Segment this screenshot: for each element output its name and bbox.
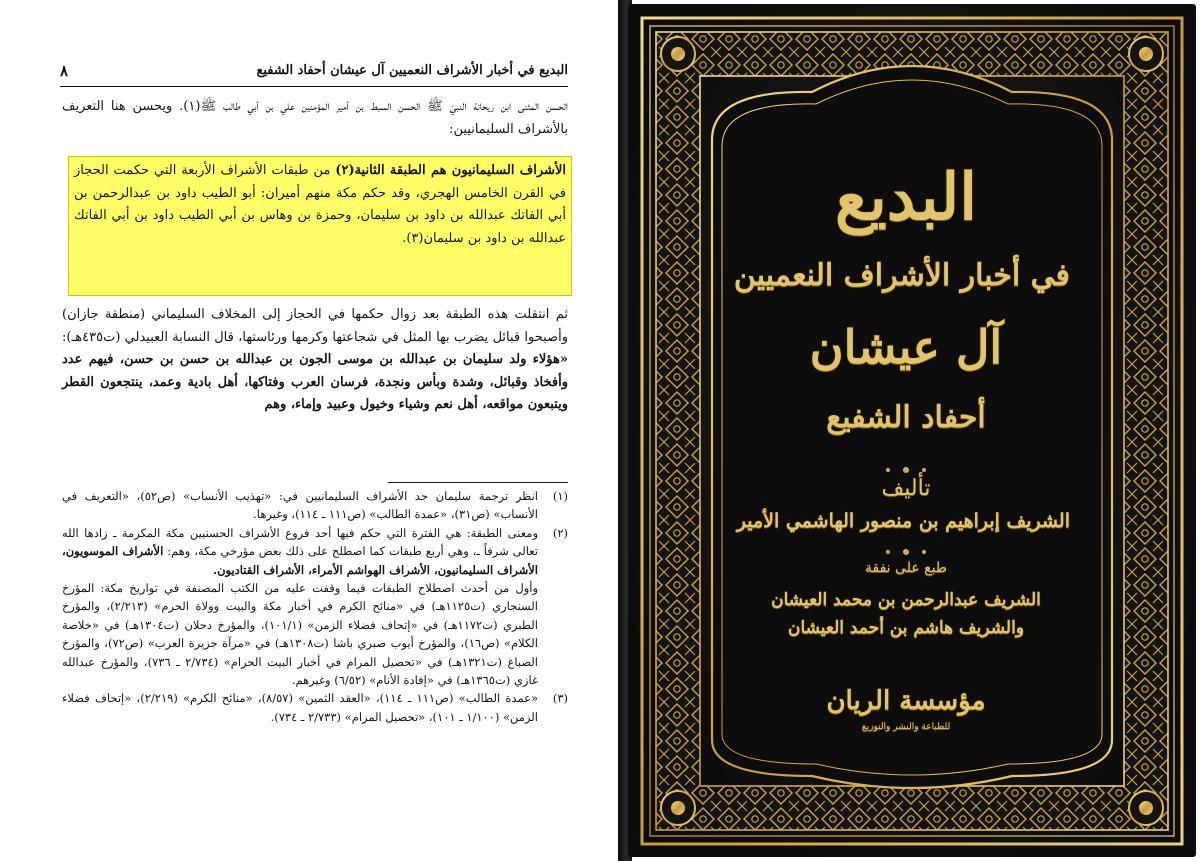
- cover-title-family: آل عيشان: [809, 320, 1003, 374]
- cover-publisher: مؤسسة الريان: [826, 686, 986, 716]
- footnotes: [62, 487, 568, 726]
- cover-publisher-line: للطباعة والنشر والتوزيع: [861, 722, 951, 732]
- footnote-number: (٣): [552, 691, 568, 706]
- running-title: البديع في أخبار الأشراف النعميين آل عيشان أحفاد الشفيع: [256, 63, 568, 78]
- cover-title-desc: أحفاد الشفيع: [826, 400, 986, 435]
- cover-editor-1: الشريف عبدالرحمن بن محمد العيشان: [771, 590, 1041, 610]
- page-header: [60, 62, 568, 82]
- cover-title-sub: في أخبار الأشراف النعميين: [733, 258, 1070, 293]
- cover-by-label: تأليف: [881, 476, 931, 501]
- paragraph-history: [62, 304, 568, 417]
- footnote-1: [62, 487, 568, 524]
- footnote-rule: [388, 482, 568, 483]
- footnote-3: [62, 689, 568, 726]
- footnote-2: [62, 524, 568, 690]
- cover-editor-2: والشريف هاشم بن أحمد العيشان: [787, 618, 1025, 638]
- page-number: ٨: [60, 62, 69, 80]
- highlight-lead: الأشراف السليمانيون هم الطبقة الثانية(٢): [335, 163, 566, 178]
- paragraph-history-quote: «هؤلاء ولد سليمان بن عبدالله بن موسى الجون بن عبدالله بن حسن بن حسن، فيهم عدد وأفخاذ وقبائل، وشدة وبأس ونجدة، فرسان العرب وفتاكها، أهل بادية وعمد، ينتجعون القطر ويتبعون مواقعه، أهل نعم وشياء وخيول وعبيد وإماء، وهم: [62, 352, 568, 412]
- footnote-text: ومعنى الطبقة: هي الفترة التي حكم فيها أحد فروع الأشراف الحسنيين مكة المكرمة ـ زادها الله تعالى شرفاً ـ، وهي أربع طبقات كما اصطلح على ذلك بعض مؤرخي مكة، وهم:: [62, 525, 538, 559]
- header-rule: [60, 86, 568, 87]
- highlighted-paragraph: [74, 160, 566, 250]
- paragraph-history-plain: ثم انتقلت هذه الطبقة بعد زوال حكمها في الحجاز إلى المخلاف السليماني (منطقة جازان) وأصبحوا قبائل يضرب بها المثل في شجاعتها وكرمها ورئاستها، قال النسابة العبيدلي (ت٤٣٥هـ):: [62, 307, 568, 345]
- book-cover: [612, 0, 1200, 861]
- highlight-rest: من طبقات الأشراف الأربعة التي حكمت الحجاز في القرن الخامس الهجري، وقد حكم مكة منهم أميران: أبو الطيب داود بن عبدالرحمن بن أبي الفاتك عبدالله بن داود بن سليمان، وحمزة بن وهاس بن أبي الطيب داود بن أبي الفاتك عبدالله بن داود بن سليمان(٣).: [74, 163, 566, 246]
- cover-title-main: البديع: [834, 160, 978, 235]
- footnote-text: «عمدة الطالب» (ص١١١ ـ ١١٤)، «العقد الثمين» (٨/٥٧)، «منائح الكرم» (٢/٢١٩)، «إتحاف فضلاء الزمن» (١/١٠٠ ـ ١٠١)، «تحصيل المرام» (٢/٧٣٣ ـ ٧٣٤).: [62, 691, 539, 724]
- cover-author: الشريف إبراهيم بن منصور الهاشمي الأمير: [736, 510, 1070, 532]
- footnote-number: (١): [552, 489, 568, 503]
- footnote-text: انظر ترجمة سليمان جد الأشراف السليمانيين في: «تهذيب الأنساب» (ص٥٢)، «التعريف في الأنساب» (ص٣١)، «عمدة الطالب» (ص١١١ ـ ١١٤)، وغيرها.: [62, 489, 539, 522]
- footnote-bold-text: الأشراف الموسويون، الأشراف السليمانيون، الأشراف الهواشم الأمراء، الأشراف القتاديون.: [62, 544, 538, 577]
- paragraph-intro: الحسن المثنى ابن ريحانة النبيّ ﷺ الحسن السبط بن أمير المؤمنين علي بن أبي طالب ﷺ(١). ويحسن هنا التعريف بالأشراف السليمانيين:: [62, 99, 568, 137]
- footnote-number: (٢): [552, 525, 568, 540]
- cover-edition-label: طبع على نفقة: [865, 560, 947, 576]
- footnote-continuation: وأول من أحدث اصطلاح الطبقات فيما وقفت عليه من الكتب المصنفة في تواريخ مكة: المؤرخ السنجاري (ت١١٢٥هـ) في «منائح الكرم في أخبار مكة والبيت وولاة الحرم» (٢/٢١٣)، والمؤرخ الطبري (ت١١٧٢هـ) في «إتحاف فضلاء الزمن» (١٠١/١)، والمؤرخ دحلان (ت١٣٠٤هـ) في «خلاصة الكلام» (ص١٦)، والمؤرخ أيوب صبري باشا (ت١٣٠٨هـ) في «مرآة جزيرة العرب» (ص٧٢)، والمؤرخ الصباغ (ت١٣٢١هـ) في «تحصيل المرام في أخبار البيت الحرام» (٢/٧٣٤ ـ ٧٣٦)، والمؤرخ عبدالله غازي (ت١٣٦٥هـ) في «إفادة الأنام» (٦/٥٢) وغيرهم.: [62, 581, 538, 688]
